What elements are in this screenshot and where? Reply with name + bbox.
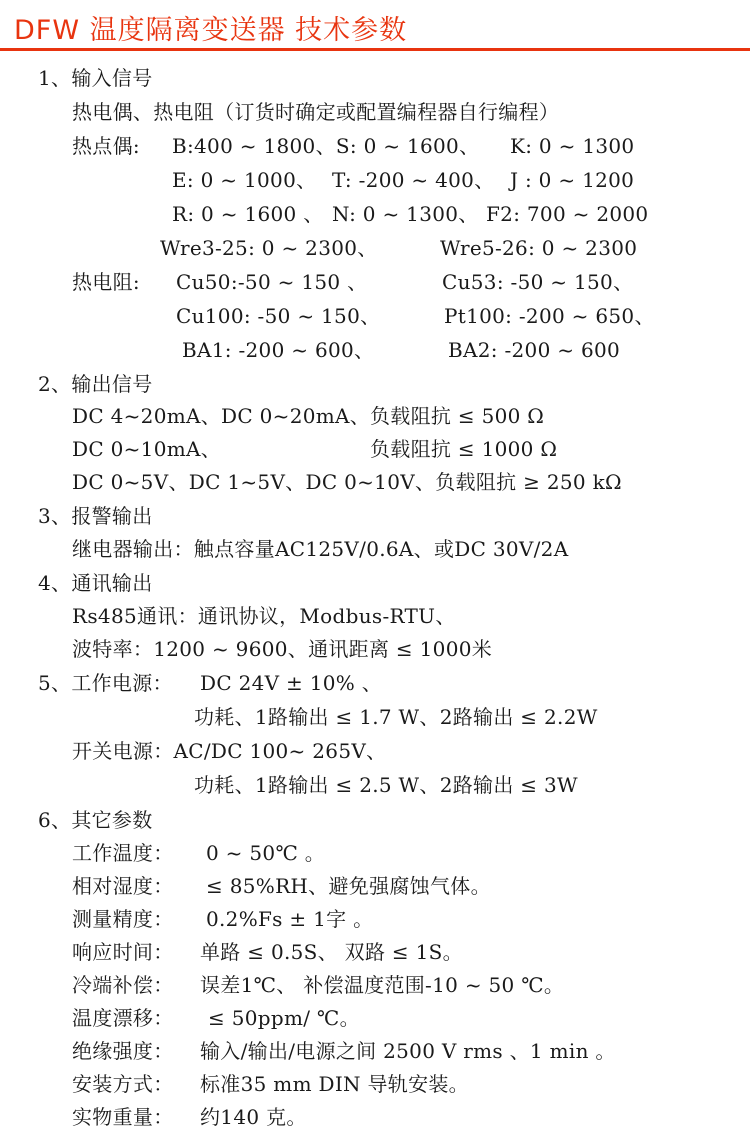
power-dc-consumption: 功耗、1路输出 ≤ 1.7 W、2路输出 ≤ 2.2W xyxy=(194,705,598,729)
title-bar xyxy=(0,0,750,52)
title-underline xyxy=(0,48,750,51)
tc-row4-col1: Wre3-25: 0 ~ 2300、 xyxy=(160,236,378,260)
tc-row4-col2: Wre5-26: 0 ~ 2300 xyxy=(440,236,638,260)
power-switching-spec: 开关电源：AC/DC 100~ 265V、 xyxy=(72,739,387,763)
param-value-op-temp: 0 ~ 50℃ 。 xyxy=(206,841,326,865)
rtd-row1-col1: Cu50:-50 ~ 150 、 xyxy=(176,270,368,294)
section-heading-power: 5、工作电源： xyxy=(38,671,173,695)
section-heading-alarm: 3、报警输出 xyxy=(38,504,153,528)
param-label-op-temp: 工作温度： xyxy=(72,841,174,865)
tc-row3-col3: F2: 700 ~ 2000 xyxy=(486,202,649,226)
output-row3: DC 0~5V、DC 1~5V、DC 0~10V、负载阻抗 ≥ 250 kΩ xyxy=(72,470,622,494)
tc-row2-col3: J : 0 ~ 1200 xyxy=(510,168,635,192)
param-value-humidity: ≤ 85%RH、避免强腐蚀气体。 xyxy=(206,874,491,898)
param-value-mounting: 标准35 mm DIN 导轨安装。 xyxy=(200,1072,469,1096)
rtd-row2-col1: Cu100: -50 ~ 150、 xyxy=(176,304,381,328)
thermocouple-label: 热点偶: xyxy=(72,134,140,158)
param-value-drift: ≤ 50ppm/ ℃。 xyxy=(208,1006,360,1030)
page-title: DFW 温度隔离变送器 技术参数 xyxy=(14,15,408,46)
power-switching-consumption: 功耗、1路输出 ≤ 2.5 W、2路输出 ≤ 3W xyxy=(194,773,578,797)
rtd-label: 热电阻: xyxy=(72,270,140,294)
param-label-drift: 温度漂移： xyxy=(72,1006,174,1030)
param-value-weight: 约140 克。 xyxy=(200,1105,307,1129)
tc-row1-col1: B:400 ~ 1800、S: 0 ~ 1600、 xyxy=(172,134,480,158)
tc-row1-col2: K: 0 ~ 1300 xyxy=(510,134,635,158)
output-row1-load: 负载阻抗 ≤ 500 Ω xyxy=(370,404,545,428)
param-value-accuracy: 0.2%Fs ± 1字 。 xyxy=(206,907,374,931)
tc-row3-col2: N: 0 ~ 1300、 xyxy=(332,202,479,226)
tc-row2-col2: T: -200 ~ 400、 xyxy=(332,168,495,192)
rtd-row3-col2: BA2: -200 ~ 600 xyxy=(448,338,621,362)
section-heading-output: 2、输出信号 xyxy=(38,372,153,396)
rtd-row3-col1: BA1: -200 ~ 600、 xyxy=(182,338,375,362)
tc-row2-col1: E: 0 ~ 1000、 xyxy=(172,168,317,192)
power-dc-spec: DC 24V ± 10% 、 xyxy=(200,671,383,695)
param-value-cjc: 误差1℃、 补偿温度范围-10 ~ 50 ℃。 xyxy=(200,973,565,997)
param-label-weight: 实物重量： xyxy=(72,1105,174,1129)
param-label-insulation: 绝缘强度： xyxy=(72,1039,174,1063)
rtd-row1-col2: Cu53: -50 ~ 150、 xyxy=(442,270,634,294)
param-label-accuracy: 测量精度： xyxy=(72,907,174,931)
output-row2-signals: DC 0~10mA、 xyxy=(72,437,222,461)
param-value-response: 单路 ≤ 0.5S、 双路 ≤ 1S。 xyxy=(200,940,463,964)
alarm-relay-spec: 继电器输出：触点容量AC125V/0.6A、或DC 30V/2A xyxy=(72,537,569,561)
output-row1-signals: DC 4~20mA、DC 0~20mA、 xyxy=(72,404,371,428)
comm-protocol: Rs485通讯：通讯协议，Modbus-RTU、 xyxy=(72,604,456,628)
comm-baudrate: 波特率：1200 ~ 9600、通讯距离 ≤ 1000米 xyxy=(72,637,493,661)
tc-row3-col1: R: 0 ~ 1600 、 xyxy=(172,202,324,226)
input-description: 热电偶、热电阻（订货时确定或配置编程器自行编程） xyxy=(72,100,560,124)
param-label-response: 响应时间： xyxy=(72,940,174,964)
section-heading-input: 1、输入信号 xyxy=(38,66,153,90)
param-label-cjc: 冷端补偿： xyxy=(72,973,174,997)
param-value-insulation: 输入/输出/电源之间 2500 V rms 、1 min 。 xyxy=(200,1039,616,1063)
param-label-humidity: 相对湿度： xyxy=(72,874,174,898)
section-heading-other: 6、其它参数 xyxy=(38,808,153,832)
output-row2-load: 负载阻抗 ≤ 1000 Ω xyxy=(370,437,558,461)
section-heading-comm: 4、通讯输出 xyxy=(38,571,153,595)
rtd-row2-col2: Pt100: -200 ~ 650、 xyxy=(444,304,655,328)
param-label-mounting: 安装方式： xyxy=(72,1072,174,1096)
